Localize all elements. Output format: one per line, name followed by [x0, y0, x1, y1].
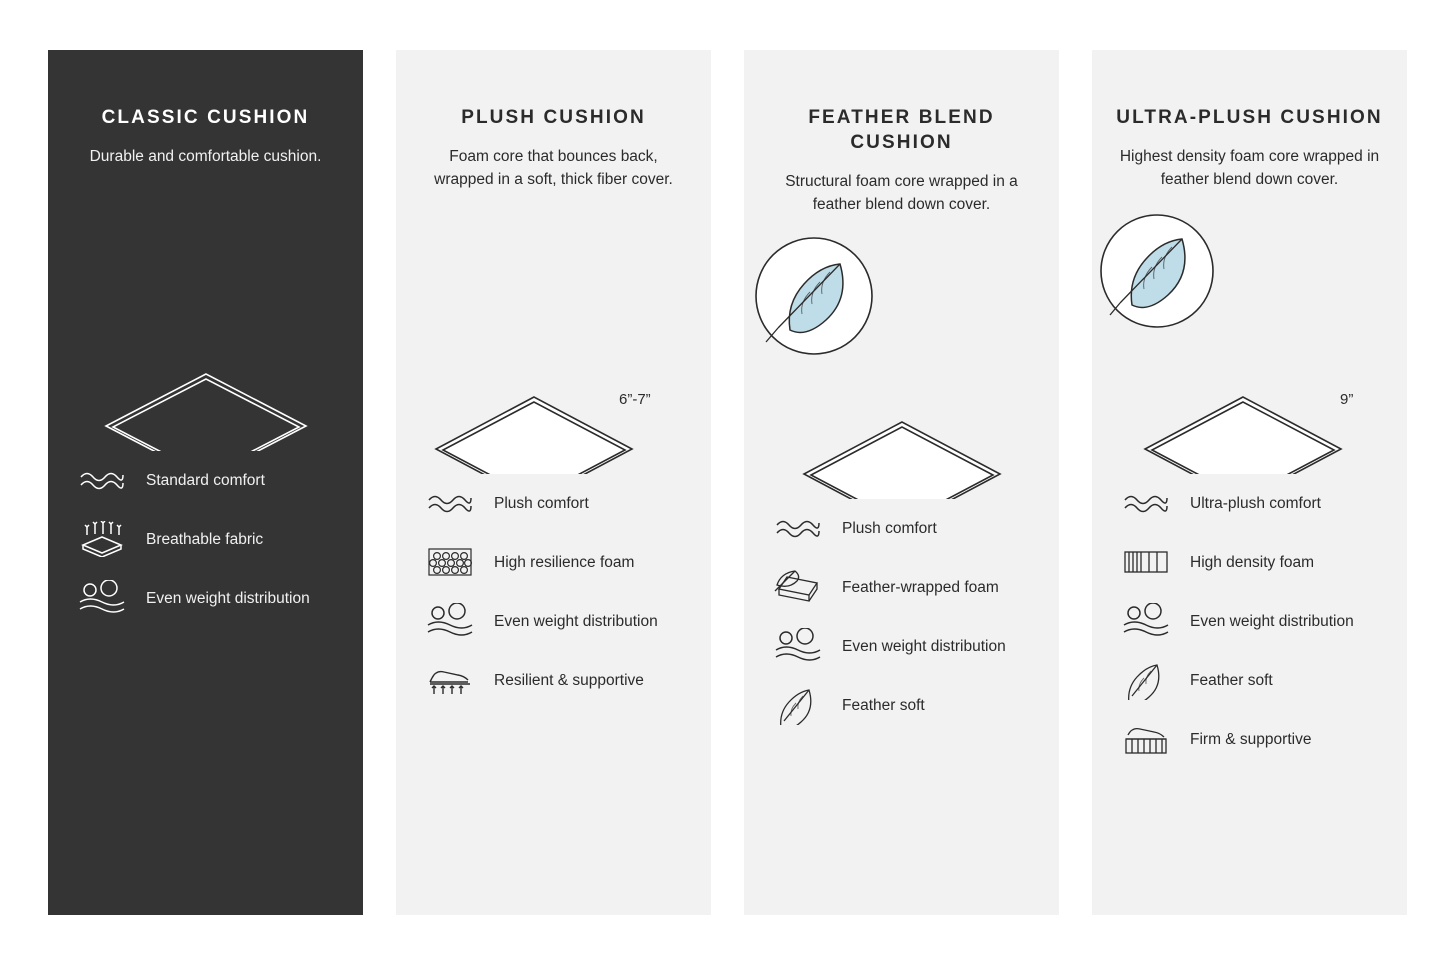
feature-label: Feather soft [842, 696, 925, 714]
card-title: FEATHER BLEND CUSHION [808, 107, 995, 153]
feature-list [48, 451, 363, 621]
dimension-label: 6”-7” [619, 391, 651, 408]
card-description: Structural foam core wrapped in a feather blend down cover. [785, 173, 1018, 213]
card-description: Durable and comfortable cushion. [89, 148, 322, 165]
weight-distribution-icon [770, 624, 826, 668]
feature-item [422, 657, 685, 703]
honeycomb-foam-icon [422, 540, 478, 584]
firm-support-icon [1118, 717, 1174, 761]
feature-label: Feather soft [1190, 671, 1273, 689]
feature-item [770, 623, 1033, 669]
breathable-fabric-icon [74, 517, 130, 561]
feature-label: Resilient & supportive [494, 671, 644, 689]
feature-label: Breathable fabric [146, 530, 264, 548]
feather-wrapped-foam-icon [770, 565, 826, 609]
feather-badge-icon [756, 238, 872, 354]
card-description: Foam core that bounces back, wrapped in a soft, thick fiber cover. [434, 148, 673, 188]
feature-item [1118, 716, 1381, 762]
weight-distribution-icon [74, 576, 130, 620]
feature-label: Plush comfort [842, 519, 937, 537]
feature-item [1118, 539, 1381, 585]
feature-item [422, 480, 685, 526]
exploded-cushion-illustration-plush [396, 199, 711, 474]
feature-label: Even weight distribution [842, 637, 1006, 655]
feature-label: Ultra-plush comfort [1190, 494, 1321, 512]
feature-item [74, 575, 337, 621]
feature-label: Firm & supportive [1190, 730, 1312, 748]
exploded-cushion-illustration-ultra-plush [1092, 199, 1407, 474]
feature-item [1118, 598, 1381, 644]
cushion-card-plush-cushion [396, 50, 711, 915]
wave-comfort-icon [1118, 481, 1174, 525]
top-cover-layer [106, 374, 306, 451]
weight-distribution-icon [422, 599, 478, 643]
feature-item [422, 539, 685, 585]
feature-list [396, 474, 711, 703]
cushion-card-row [48, 50, 1407, 915]
card-title: CLASSIC CUSHION [101, 107, 310, 128]
feature-list [1092, 474, 1407, 762]
exploded-cushion-illustration-classic [48, 176, 363, 451]
top-cover-layer [436, 397, 632, 474]
feature-label: Plush comfort [494, 494, 589, 512]
feature-list [744, 499, 1059, 728]
wave-comfort-icon [74, 458, 130, 502]
feature-label: Even weight distribution [146, 589, 310, 607]
card-description: Highest density foam core wrapped in feather blend down cover. [1119, 148, 1380, 188]
feature-label: High resilience foam [494, 553, 635, 571]
feature-label: Even weight distribution [1190, 612, 1354, 630]
card-title: ULTRA-PLUSH CUSHION [1116, 107, 1383, 128]
card-title: PLUSH CUSHION [461, 107, 646, 128]
resilient-support-icon [422, 658, 478, 702]
feature-item [74, 457, 337, 503]
feature-label: High density foam [1190, 553, 1315, 571]
feature-item [770, 682, 1033, 728]
top-cover-layer [804, 422, 1000, 499]
feature-item [1118, 657, 1381, 703]
cushion-card-classic-cushion [48, 50, 363, 915]
dimension-label: 9” [1340, 391, 1354, 408]
weight-distribution-icon [1118, 599, 1174, 643]
feather-badge-icon [1101, 215, 1213, 327]
feature-item [770, 564, 1033, 610]
cushion-card-feather-blend-cushion [744, 50, 1059, 915]
wave-comfort-icon [422, 481, 478, 525]
wave-comfort-icon [770, 506, 826, 550]
high-density-foam-icon [1118, 540, 1174, 584]
feature-item [770, 505, 1033, 551]
feature-item [422, 598, 685, 644]
feature-item [1118, 480, 1381, 526]
cushion-card-ultra-plush-cushion [1092, 50, 1407, 915]
feature-label: Standard comfort [146, 471, 265, 489]
top-cover-layer [1145, 397, 1341, 474]
exploded-cushion-illustration-feather-blend [744, 224, 1059, 499]
feature-label: Even weight distribution [494, 612, 658, 630]
feather-icon [770, 683, 826, 727]
feature-label: Feather-wrapped foam [842, 578, 999, 596]
feather-icon [1118, 658, 1174, 702]
feature-item [74, 516, 337, 562]
